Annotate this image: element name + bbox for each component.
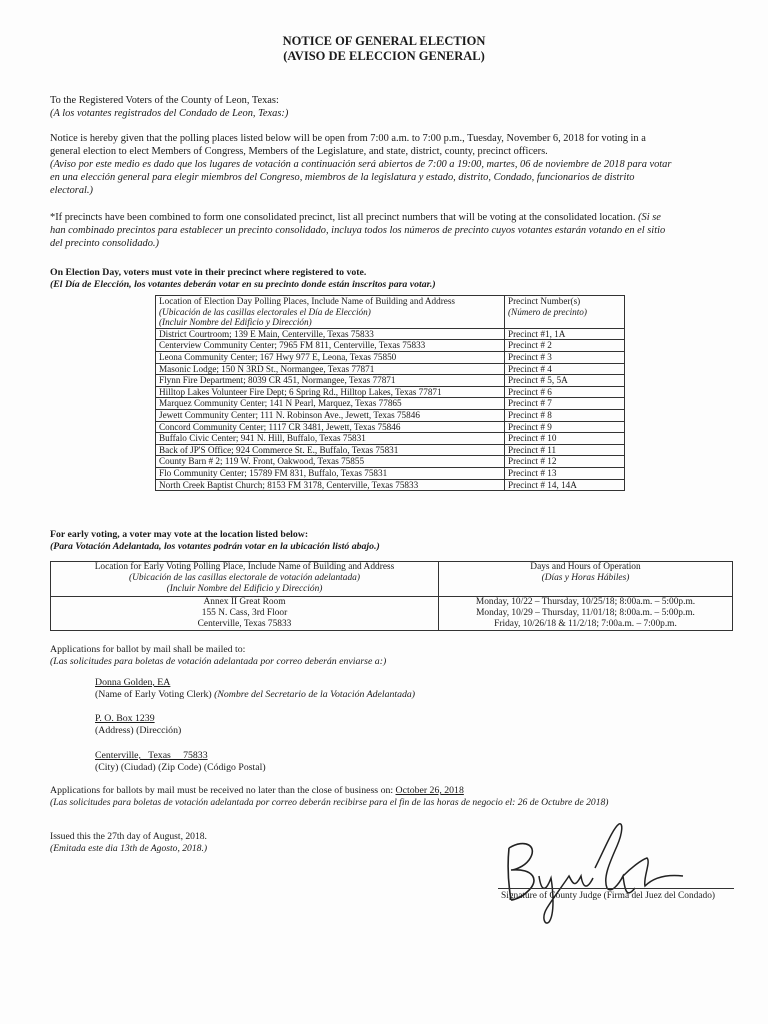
deadline-date: October 26, 2018 (395, 785, 464, 796)
precinct-number: Precinct # 7 (505, 398, 625, 410)
mail-city-label: (City) (Ciudad) (Zip Code) (Código Postal) (95, 762, 266, 773)
precinct-number: Precinct # 6 (505, 386, 625, 398)
precinct-number: Precinct # 12 (505, 456, 625, 468)
early-hours-3: Friday, 10/26/18 & 11/2/18; 7:00a.m. – 7:00p.m. (494, 619, 677, 630)
mail-intro-es: (Las solicitudes para boletas de votación adelantada por correo deberán enviarse a:) (50, 656, 387, 667)
signature-label: Signature of County Judge (Firma del Juez del Condado) (501, 891, 716, 901)
combined-line-2: han combinado precintos para establecer un precinto consolidado, incluya todos los números de precinto cuyos votantes estarán votando en el sitio (50, 225, 666, 236)
clerk-name: Donna Golden, EA (95, 677, 171, 688)
polling-location: Centerview Community Center; 7965 FM 811, Centerville, Texas 75833 (156, 340, 505, 352)
polling-location: Flo Community Center; 15789 FM 831, Buffalo, Texas 75831 (156, 467, 505, 479)
precinct-number: Precinct # 10 (505, 433, 625, 445)
precinct-number: Precinct # 14, 14A (505, 479, 625, 491)
precinct-number: Precinct # 8 (505, 409, 625, 421)
mail-intro: Applications for ballot by mail shall be mailed to: (50, 644, 246, 655)
polling-location: Back of JP'S Office; 924 Commerce St. E., Buffalo, Texas 75831 (156, 444, 505, 456)
document-subtitle: (AVISO DE ELECCION GENERAL) (283, 49, 485, 63)
mail-address: P. O. Box 1239 (95, 713, 155, 724)
table-row (156, 444, 625, 456)
notice-en-2: general election to elect Members of Congress, Members of the Legislature, and state, district, county, precinct officers. (50, 146, 548, 157)
early-hours-cell (439, 596, 733, 631)
election-day-heading: On Election Day, voters must vote in their precinct where registered to vote. (50, 267, 367, 278)
early-location-name: Annex II Great Room (203, 596, 286, 607)
precinct-number: Precinct # 3 (505, 351, 625, 363)
table-row (51, 596, 733, 631)
signature-line (498, 888, 734, 889)
document-title: NOTICE OF GENERAL ELECTION (282, 34, 486, 48)
early-location-header-es: (Ubicación de las casillas electorale de votación adelantada) (129, 573, 360, 584)
precinct-number: Precinct # 13 (505, 467, 625, 479)
polling-location: District Courtroom; 139 E Main, Centerville, Texas 75833 (156, 328, 505, 340)
precinct-number: Precinct # 11 (505, 444, 625, 456)
early-hours-1: Monday, 10/22 – Thursday, 10/25/18; 8:00a.m. – 5:00p.m. (475, 596, 696, 607)
precinct-number: Precinct # 9 (505, 421, 625, 433)
table-row (156, 386, 625, 398)
table-row (156, 467, 625, 479)
precinct-header-es: (Número de precinto) (508, 306, 587, 317)
precinct-number: Precinct # 4 (505, 363, 625, 375)
precinct-number: Precinct # 5, 5A (505, 375, 625, 387)
precinct-number: Precinct #1, 1A (505, 328, 625, 340)
combined-line-3: del precinto consolidado.) (50, 238, 159, 249)
combined-line-1-en: *If precincts have been combined to form one consolidated precinct, list all precinct numbers that will be voting at the consolidated location. (50, 212, 636, 223)
early-voting-heading: For early voting, a voter may vote at the location listed below: (50, 529, 309, 540)
notice-es-1: (Aviso por este medio es dado que los lugares de votación a continuación será abiertos de 7:00 a 19:00, martes, 06 de noviembre de 2018 para votar (50, 159, 672, 170)
mail-address-label: (Address) (Dirección) (95, 725, 182, 736)
polling-location: North Creek Baptist Church; 8153 FM 3178, Centerville, Texas 75833 (156, 479, 505, 491)
polling-location: Masonic Lodge; 150 N 3RD St., Normangee, Texas 77871 (156, 363, 505, 375)
polling-location: Concord Community Center; 1117 CR 3481, Jewett, Texas 75846 (156, 421, 505, 433)
deadline-en: Applications for ballots by mail must be received no later than the close of business on: (50, 785, 394, 796)
clerk-label-es: (Nombre del Secretario de la Votación Adelantada) (214, 689, 416, 700)
table-row (156, 398, 625, 410)
judge-signature (495, 818, 735, 928)
early-days-header: Days and Hours of Operation (530, 562, 641, 572)
polling-location: Jewett Community Center; 111 N. Robinson Ave., Jewett, Texas 75846 (156, 409, 505, 421)
table-row (156, 363, 625, 375)
clerk-label-en: (Name of Early Voting Clerk) (95, 689, 212, 700)
location-header: Location of Election Day Polling Places, Include Name of Building and Address (159, 296, 455, 306)
table-row (156, 375, 625, 387)
early-voting-heading-es: (Para Votación Adelantada, los votantes podrán votar en la ubicación listó abajo.) (50, 541, 380, 552)
polling-location: Hilltop Lakes Volunteer Fire Dept; 6 Spring Rd., Hilltop Lakes, Texas 77871 (156, 386, 505, 398)
notice-es-2: en una elección general para elegir miembros del Congreso, miembros de la legislatura y estado, distrito, Condado, funcionarios de distrito (50, 172, 635, 183)
polling-location: County Barn # 2; 119 W. Front, Oakwood, Texas 75855 (156, 456, 505, 468)
early-voting-table (50, 561, 733, 631)
table-row (156, 456, 625, 468)
table-header-row (156, 296, 625, 329)
issued-en: Issued this the 27th day of August, 2018. (50, 831, 207, 842)
clerk-label (95, 689, 415, 702)
notice-es-3: electoral.) (50, 185, 93, 196)
location-header-es: (Ubicación de las casillas electorales el Día de Elección) (159, 306, 371, 317)
table-row (156, 433, 625, 445)
mail-city-state-zip: Centerville, Texas 75833 (95, 750, 208, 761)
polling-location: Flynn Fire Department; 8039 CR 451, Normangee, Texas 77871 (156, 375, 505, 387)
table-row (156, 409, 625, 421)
polling-location: Marquez Community Center; 141 N Pearl, Marquez, Texas 77865 (156, 398, 505, 410)
precinct-number: Precinct # 2 (505, 340, 625, 352)
early-location-header: Location for Early Voting Polling Place, Include Name of Building and Address (94, 562, 395, 572)
greeting-es: (A los votantes registrados del Condado de Leon, Texas:) (50, 108, 289, 119)
greeting-en: To the Registered Voters of the County of Leon, Texas: (50, 95, 279, 106)
early-days-header-es: (Días y Horas Hábiles) (541, 573, 630, 584)
table-row (156, 328, 625, 340)
table-row (156, 351, 625, 363)
table-row (156, 340, 625, 352)
notice-en-1: Notice is hereby given that the polling places listed below will be open from 7:00 a.m. to 7:00 p.m., Tuesday, November 6, 2018 for voting in a (50, 133, 646, 144)
precinct-header-cell (505, 296, 625, 329)
election-day-heading-es: (El Día de Elección, los votantes deberán votar en su precinto donde están inscritos para votar.) (50, 279, 436, 290)
precinct-header: Precinct Number(s) (508, 296, 581, 306)
location-header-es-2: (Incluir Nombre del Edificio y Dirección) (159, 317, 312, 328)
early-location-header-cell (51, 562, 439, 597)
early-location-city: Centerville, Texas 75833 (197, 619, 292, 630)
polling-location: Leona Community Center; 167 Hwy 977 E, Leona, Texas 75850 (156, 351, 505, 363)
deadline-line (50, 785, 464, 798)
early-days-header-cell (439, 562, 733, 597)
issued-es: (Emitada este dia 13th de Agosto, 2018.) (50, 843, 208, 854)
location-header-cell (156, 296, 505, 329)
table-row (156, 421, 625, 433)
table-row (156, 479, 625, 491)
early-location-street: 155 N. Cass, 3rd Floor (201, 607, 288, 618)
deadline-es: (Las solicitudes para boletas de votación adelantada por correo deberán recibirse para el fin de las horas de negocio el: 26 de Octubre de 2018) (50, 797, 609, 808)
combined-line-1-es: (Si se (638, 212, 661, 223)
early-location-cell (51, 596, 439, 631)
election-day-table (155, 295, 625, 491)
early-hours-2: Monday, 10/29 – Thursday, 11/01/18; 8:00a.m. – 5:00p.m. (476, 607, 695, 618)
early-location-header-es-2: (Incluir Nombre del Edificio y Dirección) (166, 584, 323, 595)
polling-location: Buffalo Civic Center; 941 N. Hill, Buffalo, Texas 75831 (156, 433, 505, 445)
table-header-row (51, 562, 733, 597)
combined-line-1 (50, 212, 740, 225)
